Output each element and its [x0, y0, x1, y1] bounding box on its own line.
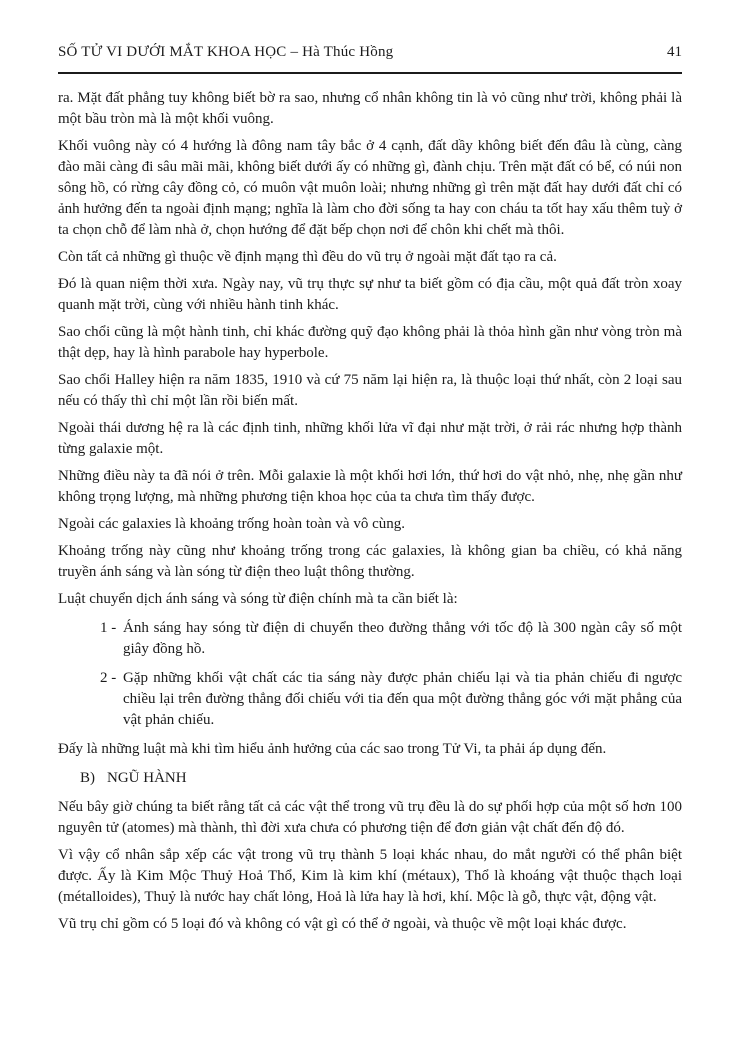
list-item [100, 618, 682, 660]
paragraph: Sao chổi cũng là một hành tinh, chỉ khác đường quỹ đạo không phải là thỏa hình gần như vòng tròn mà thật dẹp, hay là hình parabole hay hyperbole. [58, 324, 682, 361]
list-item-text: Ánh sáng hay sóng từ điện di chuyển theo đường thẳng với tốc độ là 300 ngàn cây số một giây đồng hồ. [123, 620, 682, 657]
list-item [100, 668, 682, 731]
paragraph: Vì vậy cổ nhân sắp xếp các vật trong vũ trụ thành 5 loại khác nhau, do mắt người có thể phân biệt được. Ấy là Kim Mộc Thuỷ Hoả Thổ, Kim là kim khí (métaux), Thổ là khoáng vật thuộc thạch loại (métalloides), Thuỷ là nước hay chất lỏng, Hoả là lửa hay là hơi, khí. Mộc là gỗ, thực vật, động vật. [58, 847, 682, 905]
paragraph: Đó là quan niệm thời xưa. Ngày nay, vũ trụ thực sự như ta biết gồm có địa cầu, một quả đất tròn xoay quanh mặt trời, cùng với nhiều hành tinh khác. [58, 276, 682, 313]
paragraph: Còn tất cả những gì thuộc về định mạng thì đều do vũ trụ ở ngoài mặt đất tạo ra cả. [58, 249, 557, 265]
list-item-text: Gặp những khối vật chất các tia sáng này được phản chiếu lại và tia phản chiếu đi ngược chiều lại trên đường thẳng đối chiếu với tia đến qua một đường thẳng góc với mặt phẳng của vật phản chiếu. [123, 670, 682, 728]
section-heading [80, 768, 682, 789]
list-item-marker: 1 - [100, 620, 117, 636]
page-header [58, 42, 682, 74]
section-heading-title: NGŨ HÀNH [107, 770, 187, 786]
section-heading-prefix: B) [80, 770, 95, 786]
paragraph: Đấy là những luật mà khi tìm hiểu ảnh hưởng của các sao trong Tử Vi, ta phải áp dụng đến. [58, 741, 607, 757]
running-title: SỐ TỬ VI DƯỚI MẮT KHOA HỌC – Hà Thúc Hồng [58, 44, 394, 60]
paragraph: ra. Mặt đất phẳng tuy không biết bờ ra sao, nhưng cổ nhân không tin là vỏ cũng như trời, không phải là một bầu tròn mà là một khối vuông. [58, 90, 682, 127]
paragraph: Luật chuyển dịch ánh sáng và sóng từ điện chính mà ta cần biết là: [58, 591, 458, 607]
paragraph: Vũ trụ chỉ gồm có 5 loại đó và không có vật gì có thể ở ngoài, và thuộc về một loại khác được. [58, 916, 627, 932]
paragraph: Những điều này ta đã nói ở trên. Mỗi galaxie là một khối hơi lớn, thứ hơi do vật nhỏ, nhẹ, nhẹ gần như không trọng lượng, mà những phương tiện khoa học của ta chưa tìm thấy được. [58, 468, 682, 505]
page-body [58, 88, 682, 935]
paragraph: Ngoài các galaxies là khoảng trống hoàn toàn và vô cùng. [58, 516, 405, 532]
paragraph: Ngoài thái dương hệ ra là các định tinh, những khối lửa vĩ đại như mặt trời, ở rải rác nhưng hợp thành từng galaxie một. [58, 420, 682, 457]
paragraph: Khoảng trống này cũng như khoảng trống trong các galaxies, là không gian ba chiều, có khả năng truyền ánh sáng và làn sóng từ điện theo luật thông thường. [58, 543, 682, 580]
list-item-marker: 2 - [100, 670, 117, 686]
paragraph: Nếu bây giờ chúng ta biết rằng tất cả các vật thể trong vũ trụ đều là do sự phối hợp của một số hơn 100 nguyên tử (atomes) mà thành, thì đời xưa chưa có phương tiện để đơn giản vật chất đến độ đó. [58, 799, 682, 836]
paragraph: Khối vuông này có 4 hướng là đông nam tây bắc ở 4 cạnh, đất dầy không biết đến đâu là cùng, càng đào mãi càng đi sâu mãi mãi, không biết dưới ấy có những gì, đành chịu. Trên mặt đất có bể, có núi non sông hồ, có rừng cây đồng cỏ, có muôn vật muôn loài; nhưng những gì trên mặt đất hay dưới đất chỉ có ảnh hưởng đến ta ngoài định mạng; nghĩa là làm cho đời sống ta hay con cháu ta tốt hay xấu thêm tuỳ ở ta chọn chỗ để làm nhà ở, chọn hướng để đặt bếp chọn nơi để chôn khi chết mà thôi. [58, 138, 682, 238]
paragraph: Sao chổi Halley hiện ra năm 1835, 1910 và cứ 75 năm lại hiện ra, là thuộc loại thứ nhất, còn 2 loại sau nếu có thấy thì chỉ một lần rồi biến mất. [58, 372, 682, 409]
page-number: 41 [667, 44, 682, 60]
